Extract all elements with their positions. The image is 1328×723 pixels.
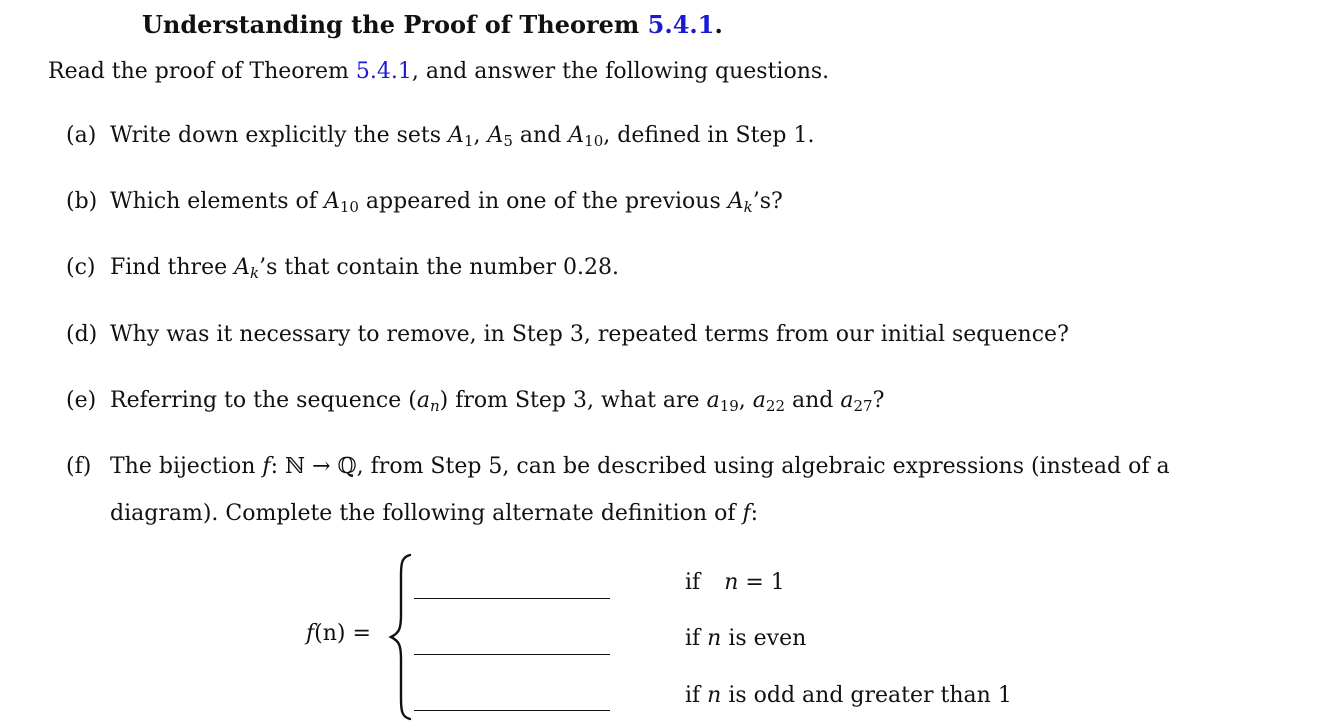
answer-blank-case-1[interactable]: [414, 598, 610, 599]
question-a: (a) Write down explicitly the sets $A_1$, $A_5$ and $A_{10}$, defined in Step 1.: [66, 123, 815, 150]
question-b: (b) Which elements of $A_{10}$ appeared in one of the previous $A_k’s$?: [66, 189, 783, 216]
answer-blank-case-2[interactable]: [414, 654, 610, 655]
question-label: (e): [66, 388, 97, 413]
condition-case-3: if n is odd and greater than 1: [685, 683, 1012, 708]
question-label: (d): [66, 322, 98, 347]
function-lhs: f(n) =: [306, 621, 371, 646]
question-e: (e) Referring to the sequence $(a_n)$ from Step 3, what are $a_{19}$, $a_{22}$ and $a_{27}$?: [66, 388, 885, 415]
condition-case-2: if n is even: [685, 626, 807, 651]
page-title: Understanding the Proof of Theorem 5.4.1.: [142, 10, 723, 39]
question-label: (b): [66, 189, 98, 214]
question-c: (c) Find three $A_k’s$ that contain the number 0.28.: [66, 255, 620, 282]
question-label: (f): [66, 454, 92, 479]
question-f-continued: diagram). Complete the following alternate definition of f:: [110, 501, 759, 526]
question-label: (c): [66, 255, 96, 280]
left-brace: [388, 553, 414, 721]
theorem-link[interactable]: 5.4.1: [647, 10, 715, 39]
question-f: (f) The bijection f: ℕ → ℚ, from Step 5, can be described using algebraic expressions (instead of a: [66, 454, 1170, 479]
question-label: (a): [66, 123, 97, 148]
answer-blank-case-3[interactable]: [414, 710, 610, 711]
theorem-link-intro[interactable]: 5.4.1: [355, 59, 412, 84]
condition-case-1: if n = 1: [685, 570, 785, 595]
question-d: (d) Why was it necessary to remove, in Step 3, repeated terms from our initial sequence?: [66, 322, 1069, 347]
intro-text: Read the proof of Theorem 5.4.1, and answer the following questions.: [48, 59, 830, 84]
